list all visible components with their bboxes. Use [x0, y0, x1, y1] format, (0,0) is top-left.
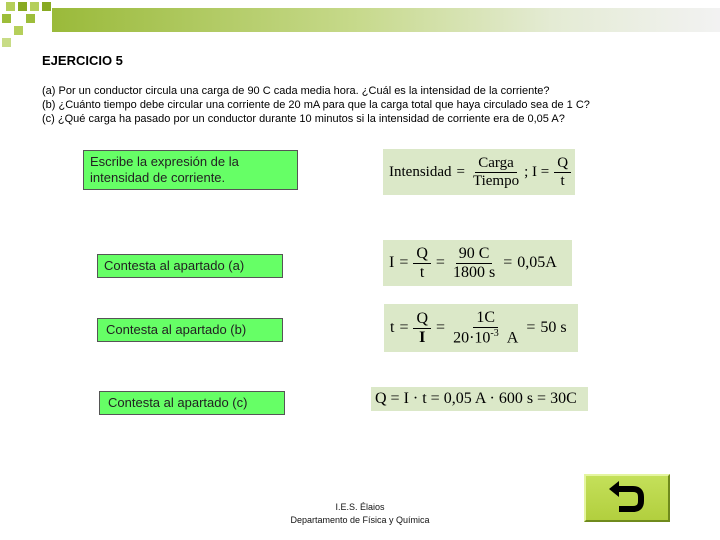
- formula-fraction: [413, 245, 431, 281]
- fraction-denominator: t: [560, 172, 565, 189]
- formula-fraction: [413, 310, 431, 346]
- fraction-numerator: Q: [554, 155, 571, 173]
- formula-text: I: [389, 254, 395, 271]
- page-title: EJERCICIO 5: [42, 53, 123, 68]
- formula-part-c: [371, 387, 588, 411]
- fraction-denominator: Tiempo: [472, 172, 520, 189]
- fraction-numerator: 90 C: [456, 245, 493, 264]
- prompt-part-b-button[interactable]: Contesta al apartado (b): [97, 318, 283, 342]
- formula-operator: =: [436, 319, 446, 336]
- formula-part-b: [384, 304, 578, 352]
- deco-square: [42, 2, 51, 11]
- footer-school: I.E.S. Élaios: [335, 502, 385, 512]
- header-gradient-bar: [52, 8, 720, 32]
- fraction-numerator: Carga: [475, 155, 517, 173]
- deco-square: [26, 14, 35, 23]
- denominator-base: 20·10: [453, 329, 491, 347]
- deco-square: [30, 2, 39, 11]
- deco-square: [14, 26, 23, 35]
- formula-result: 0,05A: [517, 254, 557, 271]
- deco-square: [6, 2, 15, 11]
- formula-separator: ; I =: [524, 163, 550, 180]
- denominator-exponent: -3: [490, 327, 499, 339]
- formula-operator: =: [399, 319, 409, 336]
- fraction-numerator: Q: [413, 310, 431, 329]
- fraction-denominator: 1800 s: [452, 263, 496, 281]
- problem-line-a: (a) Por un conductor circula una carga de 90 C cada media hora. ¿Cuál es la intensidad de la corriente?: [42, 85, 550, 97]
- formula-operator: =: [399, 254, 409, 271]
- formula-operator: =: [503, 254, 513, 271]
- return-arrow-icon: [607, 481, 647, 515]
- formula-operator: =: [435, 254, 445, 271]
- fraction-denominator: I: [419, 328, 426, 346]
- formula-text: Intensidad: [389, 163, 452, 180]
- formula-result: 50 s: [540, 319, 567, 336]
- formula-fraction: [554, 155, 571, 189]
- problem-line-b: (b) ¿Cuánto tiempo debe circular una corriente de 20 mA para que la carga total que haya circulado sea de 1 C?: [42, 99, 590, 111]
- fraction-denominator: t: [419, 263, 425, 281]
- formula-fraction: [470, 155, 522, 189]
- formula-text: t: [390, 319, 395, 336]
- formula-part-a: [383, 240, 572, 286]
- fraction-numerator: Q: [413, 245, 431, 264]
- denominator-unit: A: [506, 329, 519, 347]
- footer-department: Departamento de Física y Química: [290, 515, 430, 525]
- formula-operator: =: [456, 163, 465, 180]
- problem-line-c: (c) ¿Qué carga ha pasado por un conductor durante 10 minutos si la intensidad de corriente era de 0,05 A?: [42, 113, 565, 125]
- formula-definition: [383, 149, 575, 195]
- prompt-part-c-button[interactable]: Contesta al apartado (c): [99, 391, 285, 415]
- prompt-part-a-button[interactable]: Contesta al apartado (a): [97, 254, 283, 278]
- deco-square: [2, 38, 11, 47]
- prompt-expression-button[interactable]: Escribe la expresión de la intensidad de corriente.: [83, 150, 298, 190]
- problem-statement: [42, 84, 590, 126]
- formula-operator: =: [526, 319, 536, 336]
- deco-square: [2, 14, 11, 23]
- fraction-denominator: [450, 328, 521, 347]
- formula-fraction: [450, 245, 498, 281]
- back-button[interactable]: [584, 474, 670, 522]
- deco-square: [18, 2, 27, 11]
- formula-text: Q = I · t = 0,05 A · 600 s = 30C: [375, 390, 577, 407]
- fraction-numerator: 1C: [473, 309, 498, 328]
- formula-fraction: [450, 309, 521, 347]
- footer: [260, 501, 460, 527]
